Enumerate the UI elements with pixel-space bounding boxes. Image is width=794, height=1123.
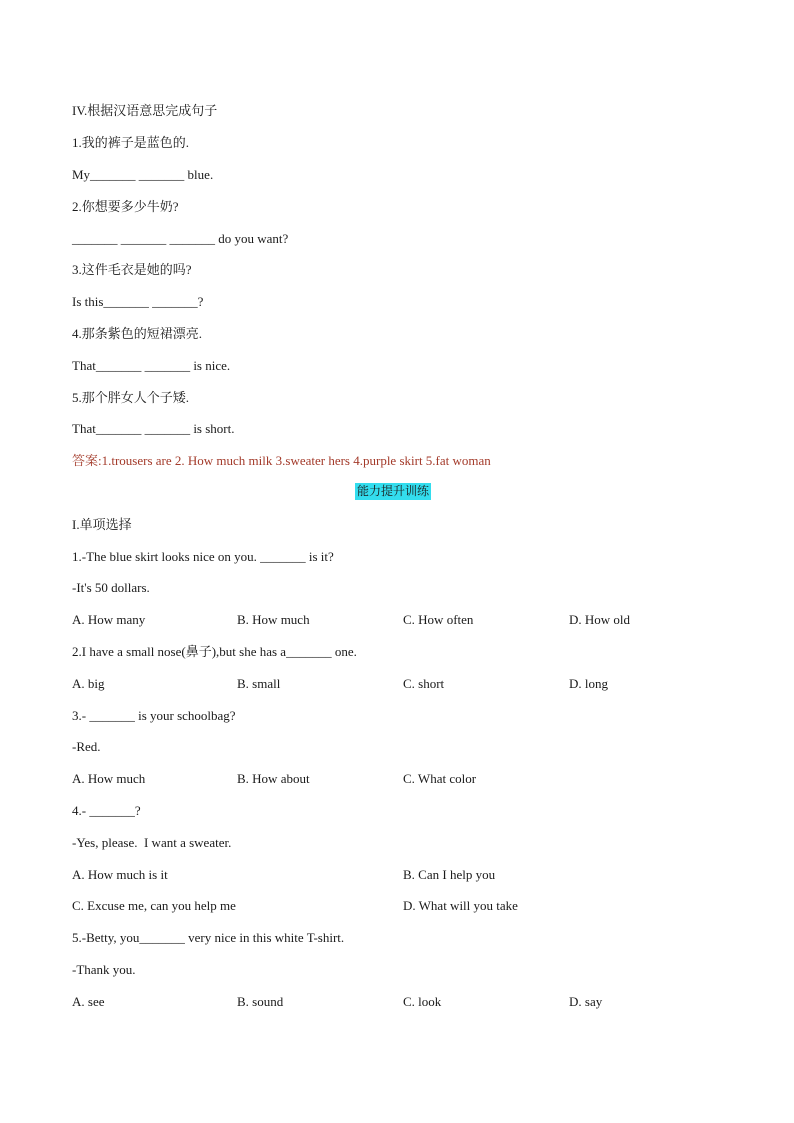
dialogue-reply: -Yes, please. I want a sweater.	[72, 835, 232, 850]
answer-blank-line: Is this_______ _______?	[72, 294, 204, 309]
question-prompt: 4.那条紫色的短裙漂亮.	[72, 326, 203, 341]
option-c: C. look	[403, 994, 442, 1009]
option-b: B. Can I help you	[403, 867, 496, 882]
section-heading-part1: I.单项选择	[72, 517, 132, 532]
dialogue-reply: -It's 50 dollars.	[72, 580, 150, 595]
option-d: D. What will you take	[403, 898, 518, 913]
answer-blank-line: That_______ _______ is short.	[72, 421, 235, 436]
option-a: A. big	[72, 676, 105, 691]
question-stem: 3.- _______ is your schoolbag?	[72, 708, 236, 723]
question-prompt: 5.那个胖女人个子矮.	[72, 390, 190, 405]
option-a: A. How much	[72, 771, 146, 786]
dialogue-reply: -Red.	[72, 739, 101, 754]
question-stem: 1.-The blue skirt looks nice on you. _______ is it?	[72, 549, 334, 564]
dialogue-reply: -Thank you.	[72, 962, 136, 977]
option-a: A. see	[72, 994, 105, 1009]
option-c: C. What color	[403, 771, 477, 786]
option-b: B. sound	[237, 994, 284, 1009]
section-heading-part4: IV.根据汉语意思完成句子	[72, 103, 218, 118]
section-title-banner: 能力提升训练	[357, 484, 430, 498]
option-a: A. How much is it	[72, 867, 168, 882]
question-stem: 2.I have a small nose(鼻子),but she has a_______ one.	[72, 644, 357, 659]
answer-blank-line: _______ _______ _______ do you want?	[72, 231, 289, 246]
question-prompt: 1.我的裤子是蓝色的.	[72, 135, 190, 150]
answer-blank-line: That_______ _______ is nice.	[72, 358, 231, 373]
option-d: D. say	[569, 994, 603, 1009]
question-stem: 4.- _______?	[72, 803, 141, 818]
question-prompt: 2.你想要多少牛奶?	[72, 199, 179, 214]
question-prompt: 3.这件毛衣是她的吗?	[72, 262, 192, 277]
option-b: B. How about	[237, 771, 310, 786]
option-c: C. How often	[403, 612, 474, 627]
option-a: A. How many	[72, 612, 146, 627]
option-b: B. small	[237, 676, 281, 691]
option-c: C. short	[403, 676, 445, 691]
option-b: B. How much	[237, 612, 310, 627]
answer-key: 答案:1.trousers are 2. How much milk 3.sweater hers 4.purple skirt 5.fat woman	[72, 453, 491, 468]
option-d: D. How old	[569, 612, 631, 627]
answer-blank-line: My_______ _______ blue.	[72, 167, 214, 182]
question-stem: 5.-Betty, you_______ very nice in this white T-shirt.	[72, 930, 345, 945]
option-d: D. long	[569, 676, 608, 691]
option-c: C. Excuse me, can you help me	[72, 898, 236, 913]
